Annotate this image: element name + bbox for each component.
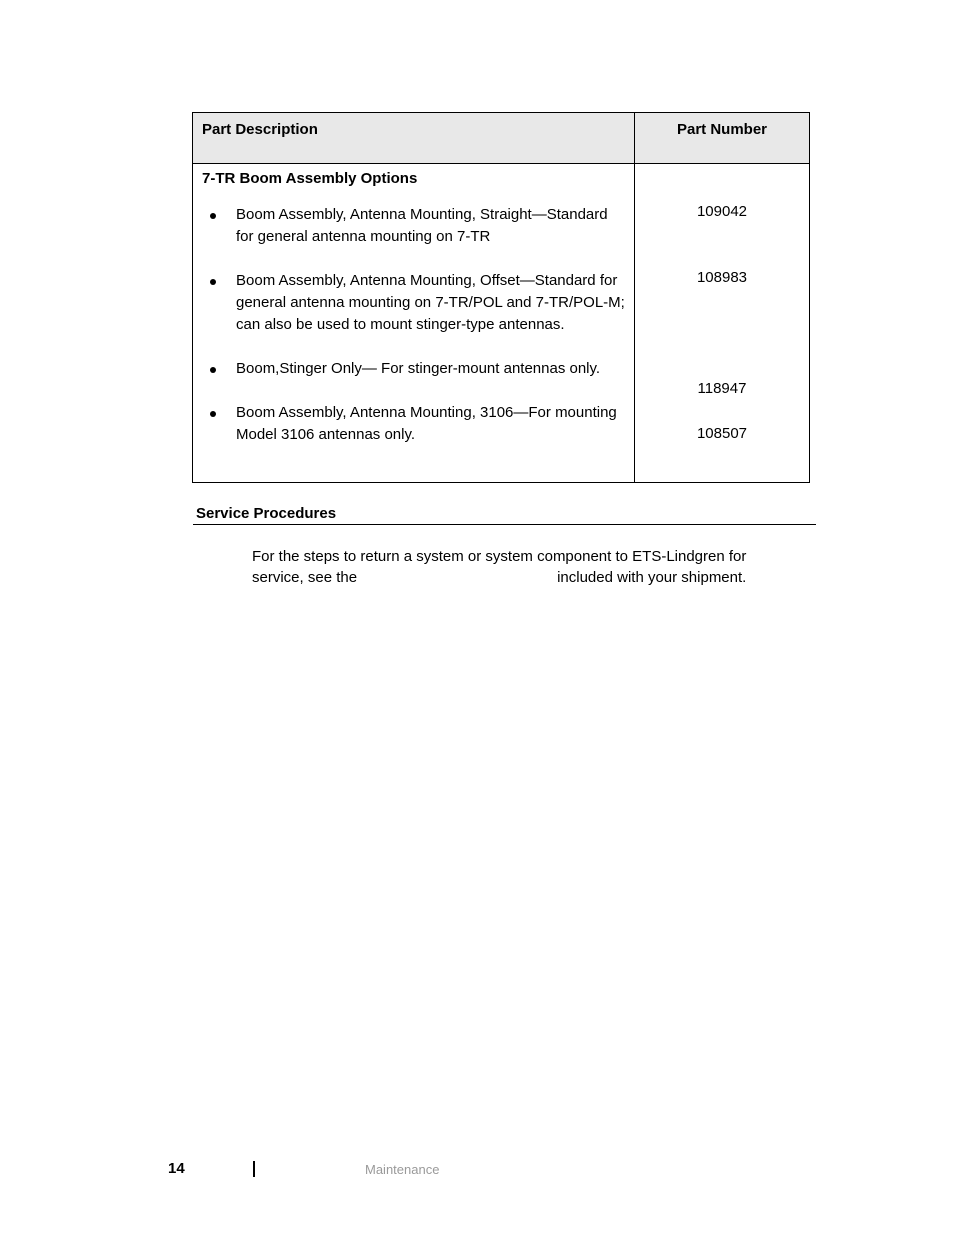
list-item (202, 402, 626, 446)
footer-divider (253, 1161, 255, 1177)
service-text-start: service, see the (252, 569, 358, 586)
item-description: Boom Assembly, Antenna Mounting, 3106—For mounting Model 3106 antennas only. (236, 404, 617, 443)
part-number: 109042 (696, 203, 748, 220)
item-description: Boom Assembly, Antenna Mounting, Offset—Standard for general antenna mounting on 7-TR/POL and 7-TR/POL-M; can also be used to mount stinger-type antennas. (236, 272, 625, 333)
service-text-line: For the steps to return a system or system component to ETS-Lindgren for (252, 548, 747, 565)
item-description: Boom,Stinger Only— For stinger-mount antennas only. (236, 360, 601, 377)
header-part-description: Part Description (193, 113, 635, 164)
table-row (193, 164, 810, 483)
part-number: 118947 (697, 380, 747, 397)
part-number: 108983 (696, 269, 748, 286)
header-part-number: Part Number (635, 113, 810, 164)
bullet-icon (210, 367, 216, 373)
section-heading: Service Procedures (193, 505, 816, 525)
item-description: Boom Assembly, Antenna Mounting, Straight—Standard for general antenna mounting on 7-TR (236, 206, 608, 245)
service-text-end: included with your shipment. (557, 569, 747, 586)
list-item (202, 270, 626, 336)
part-number-cell (635, 164, 810, 483)
list-item (202, 204, 626, 248)
bullet-icon (210, 213, 216, 219)
list-item (202, 358, 626, 380)
parts-table (192, 112, 810, 483)
bullet-icon (210, 411, 216, 417)
bullet-icon (210, 279, 216, 285)
part-number: 108507 (696, 425, 748, 442)
table-header-row (193, 113, 810, 164)
description-cell (193, 164, 635, 483)
service-text-line (252, 569, 746, 587)
footer-section-title: Maintenance (365, 1162, 440, 1177)
page-number: 14 (168, 1160, 185, 1177)
group-title: 7-TR Boom Assembly Options (202, 170, 418, 187)
